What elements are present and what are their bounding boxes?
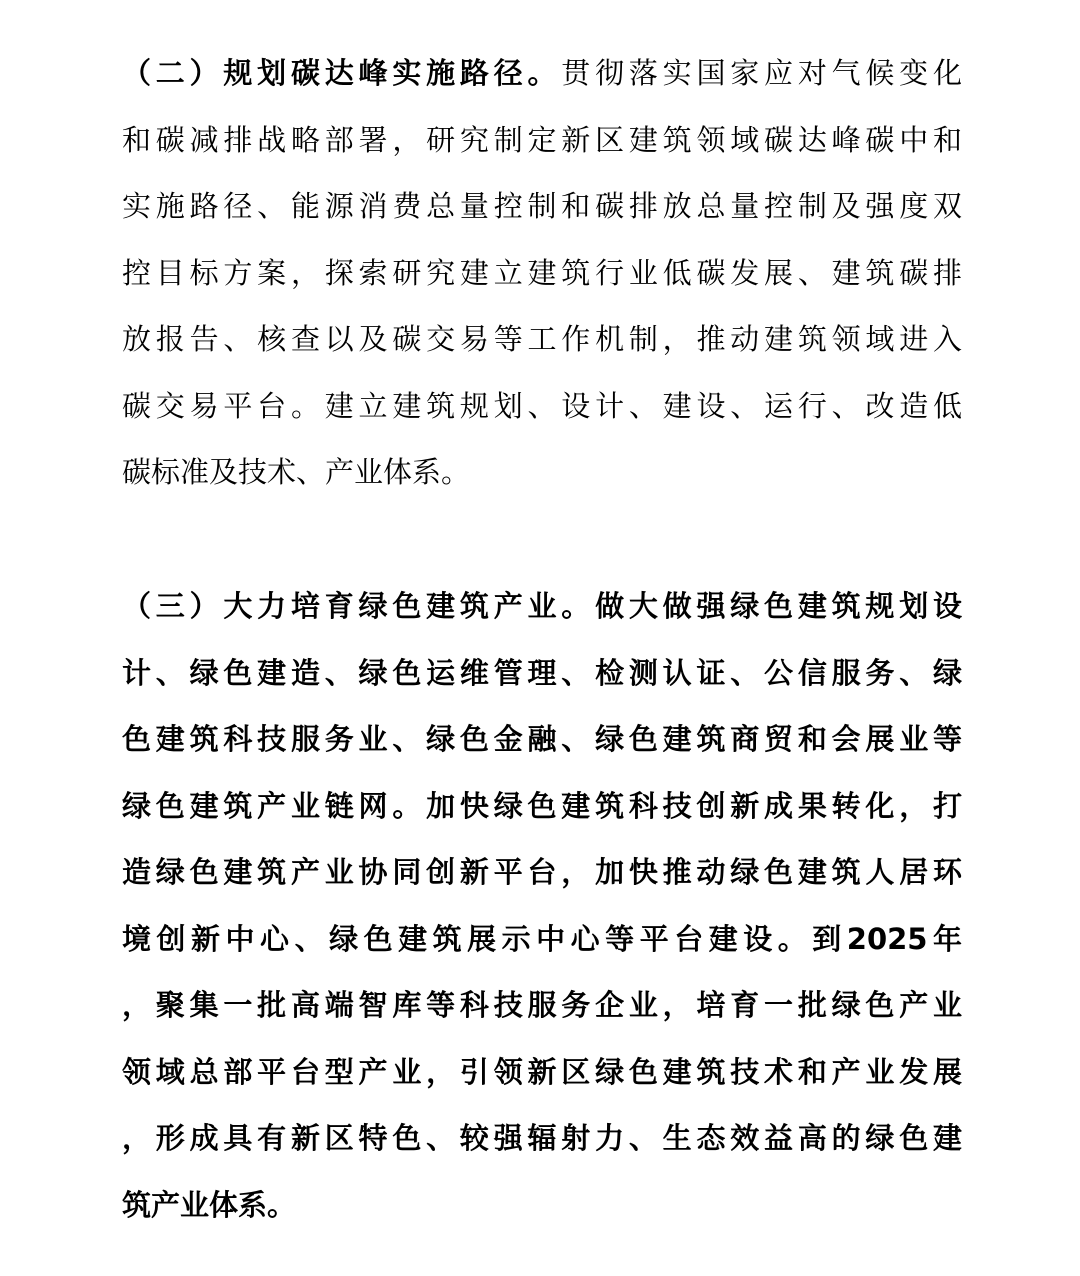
paragraph-line: ，形成具有新区特色、较强辐射力、生态效益高的绿色建: [122, 1121, 962, 1155]
paragraph-line: 碳交易平台。建立建筑规划、设计、建设、运行、改造低: [122, 388, 962, 423]
paragraph-line: 色建筑科技服务业、绿色金融、绿色建筑商贸和会展业等: [122, 722, 962, 756]
paragraph-line: 放报告、核查以及碳交易等工作机制，推动建筑领域进入: [122, 322, 962, 356]
paragraph-text: 贯彻落实国家应对气候变化: [561, 56, 962, 90]
paragraph-line: 控目标方案，探索研究建立建筑行业低碳发展、建筑碳排: [122, 255, 962, 290]
paragraph-line: 境创新中心、绿色建筑展示中心等平台建设。到2025年: [122, 921, 962, 956]
paragraph-text: 做大做强绿色建筑规划设: [595, 589, 962, 623]
section-2-paragraph: [122, 40, 962, 506]
section-2-heading: （二）规划碳达峰实施路径。: [122, 56, 562, 90]
paragraph-line: [122, 40, 962, 107]
paragraph-line: 实施路径、能源消费总量控制和碳排放总量控制及强度双: [122, 189, 962, 223]
paragraph-line: ，聚集一批高端智库等科技服务企业，培育一批绿色产业: [122, 988, 962, 1022]
paragraph-line: 绿色建筑产业链网。加快绿色建筑科技创新成果转化，打: [122, 788, 962, 823]
paragraph-line: 造绿色建筑产业协同创新平台，加快推动绿色建筑人居环: [122, 855, 962, 889]
paragraph-line: 和碳减排战略部署，研究制定新区建筑领域碳达峰碳中和: [122, 122, 962, 157]
paragraph-line: 碳标准及技术、产业体系。: [122, 455, 471, 489]
section-3-paragraph: [122, 573, 962, 1238]
section-3-heading: （三）大力培育绿色建筑产业。: [122, 589, 596, 623]
paragraph-line: 计、绿色建造、绿色运维管理、检测认证、公信服务、绿: [122, 655, 962, 690]
paragraph-line: [122, 573, 962, 640]
paragraph-line: 领域总部平台型产业，引领新区绿色建筑技术和产业发展: [122, 1054, 962, 1089]
paragraph-line: 筑产业体系。: [122, 1187, 297, 1222]
